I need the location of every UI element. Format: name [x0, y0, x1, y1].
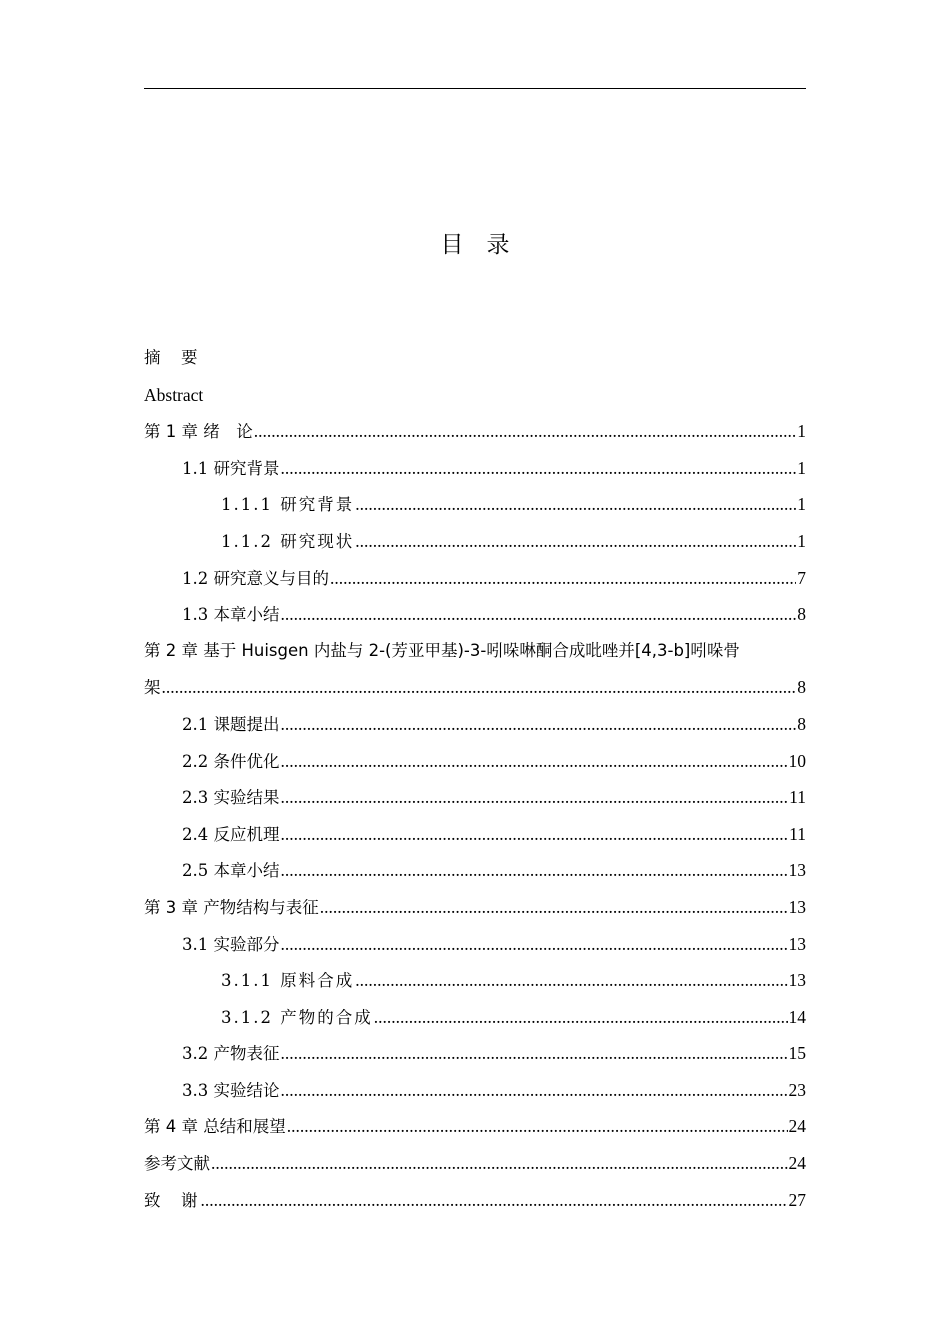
toc-leader-dots	[355, 523, 796, 560]
toc-entry-abstract-cn[interactable]	[144, 340, 806, 377]
toc-page-number: 8	[797, 604, 806, 625]
toc-page-number: 1	[797, 494, 806, 515]
toc-entry-label: 1.2 研究意义与目的	[182, 568, 329, 588]
toc-page-number: 15	[788, 1043, 806, 1064]
toc-leader-dots	[281, 779, 789, 816]
toc-page-number: 13	[788, 970, 806, 991]
toc-entry-label: 1.1.2 研究现状	[221, 531, 355, 551]
toc-entry-3-1-1[interactable]	[144, 962, 806, 999]
toc-entry-1-1-2[interactable]	[144, 523, 806, 560]
toc-entry-label: 第 4 章 总结和展望	[144, 1117, 286, 1137]
toc-leader-dots	[281, 926, 788, 963]
toc-entry-acknowledgements[interactable]	[144, 1182, 806, 1219]
toc-page-number: 27	[788, 1189, 806, 1210]
toc-leader-dots	[320, 889, 788, 926]
toc-entry-chapter-2-line-1[interactable]	[144, 633, 806, 670]
toc-entry-label: Abstract	[144, 384, 204, 405]
toc-leader-dots	[281, 852, 788, 889]
toc-entry-label: 参考文献	[144, 1154, 210, 1174]
toc-page-number: 8	[797, 677, 806, 698]
toc-entry-label: 第 2 章 基于 Huisgen 内盐与 2-(芳亚甲基)-3-吲哚啉酮合成吡唑并[4,3-b]吲哚骨	[144, 640, 740, 660]
toc-entry-1-3[interactable]	[144, 596, 806, 633]
toc-entry-3-1[interactable]	[144, 926, 806, 963]
toc-page-number: 13	[788, 896, 806, 917]
toc-leader-dots	[281, 1035, 788, 1072]
toc-entry-label: 2.2 条件优化	[182, 751, 280, 771]
toc-leader-dots	[281, 816, 789, 853]
toc-leader-dots	[281, 743, 788, 780]
toc-page-number: 24	[788, 1153, 806, 1174]
toc-entry-references[interactable]	[144, 1145, 806, 1182]
toc-page-number: 24	[788, 1116, 806, 1137]
toc-leader-dots	[201, 1182, 788, 1219]
toc-leader-dots	[211, 1145, 788, 1182]
toc-page-number: 11	[789, 823, 806, 844]
toc-page-number: 11	[789, 787, 806, 808]
toc-entry-3-1-2[interactable]	[144, 999, 806, 1036]
toc-entry-label: 第 3 章 产物结构与表征	[144, 897, 319, 917]
toc-entry-label: 3.1 实验部分	[182, 934, 280, 954]
toc-entry-label: 致 谢	[144, 1190, 200, 1210]
toc-entry-chapter-3[interactable]	[144, 889, 806, 926]
toc-entry-2-5[interactable]	[144, 852, 806, 889]
page-title: 目 录	[440, 232, 510, 258]
toc-page-number: 1	[797, 457, 806, 478]
toc-entry-label: 3.3 实验结论	[182, 1080, 280, 1100]
toc-entry-label: 3.1.1 原料合成	[221, 971, 355, 991]
toc-entry-2-4[interactable]	[144, 816, 806, 853]
toc-page-number: 8	[797, 713, 806, 734]
toc-entry-abstract-en[interactable]	[144, 377, 806, 414]
toc-page-number: 13	[788, 860, 806, 881]
toc-entry-label: 2.5 本章小结	[182, 861, 280, 881]
toc-leader-dots	[287, 1108, 788, 1145]
toc-entry-label: 3.1.2 产物的合成	[221, 1007, 373, 1027]
toc-entry-2-1[interactable]	[144, 706, 806, 743]
toc-entry-label: 架	[144, 678, 161, 698]
toc-entry-label: 1.1.1 研究背景	[221, 495, 355, 515]
toc-entry-3-3[interactable]	[144, 1072, 806, 1109]
toc-page-number: 1	[797, 530, 806, 551]
toc-entry-1-1-1[interactable]	[144, 486, 806, 523]
toc-entry-2-3[interactable]	[144, 779, 806, 816]
table-of-contents	[144, 340, 806, 1218]
header-rule	[144, 88, 806, 89]
toc-entry-label: 1.1 研究背景	[182, 458, 280, 478]
toc-entry-chapter-2-line-2[interactable]	[144, 669, 806, 706]
toc-page-number: 13	[788, 933, 806, 954]
toc-entry-1-1[interactable]	[144, 450, 806, 487]
toc-leader-dots	[355, 962, 787, 999]
toc-entry-1-2[interactable]	[144, 560, 806, 597]
toc-leader-dots	[355, 486, 796, 523]
toc-leader-dots	[374, 999, 788, 1036]
toc-entry-label: 2.4 反应机理	[182, 824, 280, 844]
toc-page-number: 1	[797, 421, 806, 442]
toc-leader-dots	[281, 706, 797, 743]
toc-page-number: 14	[788, 1006, 806, 1027]
toc-entry-label: 摘 要	[144, 348, 200, 367]
toc-leader-dots	[281, 1072, 788, 1109]
toc-entry-label: 1.3 本章小结	[182, 605, 280, 625]
toc-page-number: 10	[788, 750, 806, 771]
toc-entry-label: 3.2 产物表征	[182, 1044, 280, 1064]
toc-page-number: 23	[788, 1079, 806, 1100]
toc-entry-label: 2.3 实验结果	[182, 788, 280, 808]
toc-page-number: 7	[797, 567, 806, 588]
toc-leader-dots	[254, 413, 797, 450]
toc-leader-dots	[281, 450, 797, 487]
toc-entry-2-2[interactable]	[144, 743, 806, 780]
toc-entry-chapter-1[interactable]	[144, 413, 806, 450]
toc-entry-label: 2.1 课题提出	[182, 714, 280, 734]
toc-entry-chapter-4[interactable]	[144, 1108, 806, 1145]
toc-entry-label: 第 1 章 绪 论	[144, 422, 253, 442]
toc-leader-dots	[330, 560, 796, 597]
toc-entry-3-2[interactable]	[144, 1035, 806, 1072]
toc-leader-dots	[162, 669, 797, 706]
toc-leader-dots	[281, 596, 797, 633]
